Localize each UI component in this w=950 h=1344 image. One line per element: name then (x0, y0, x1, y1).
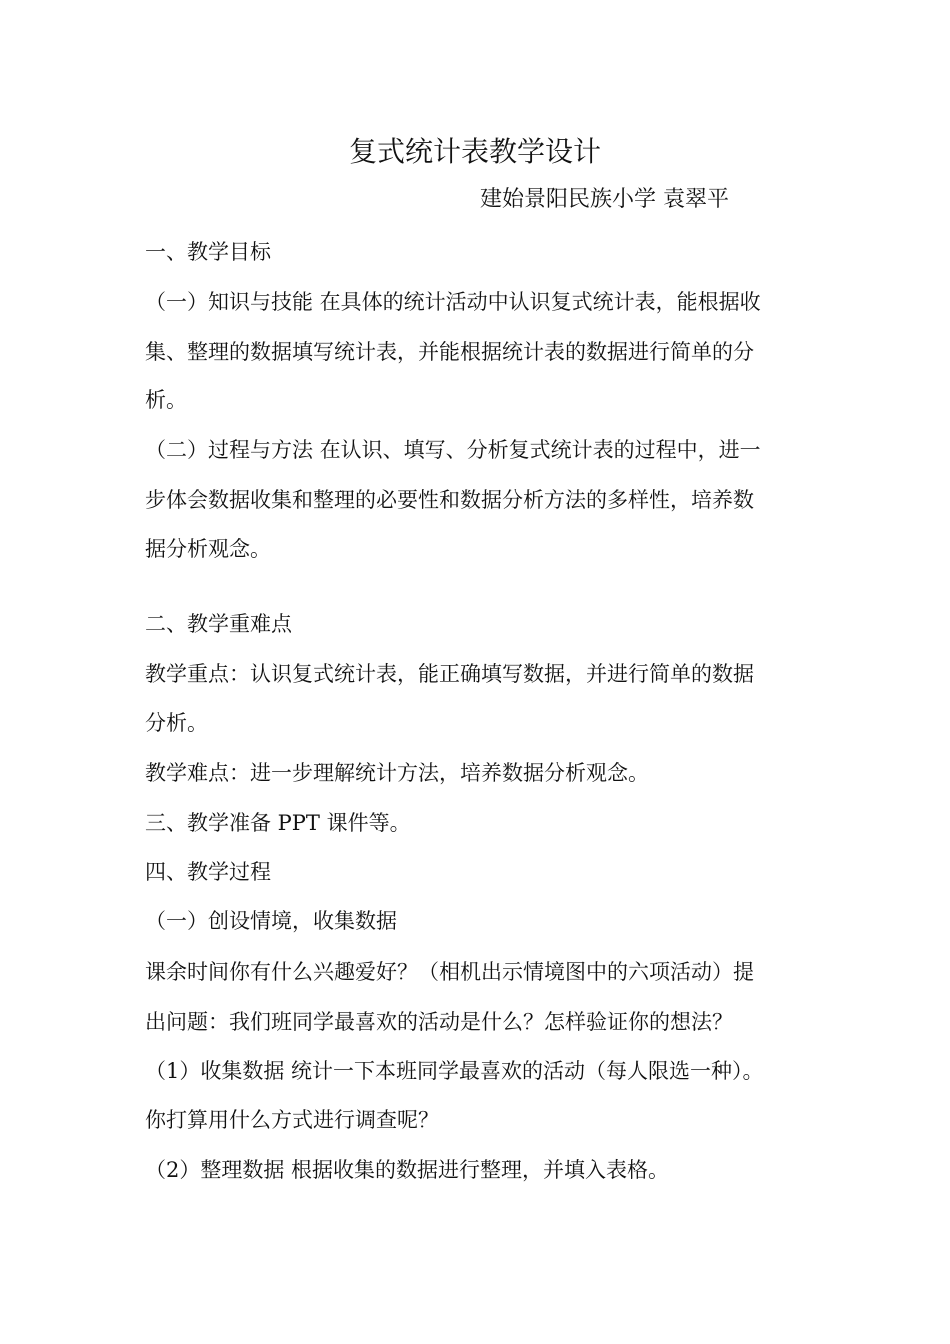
author-line: 建始景阳民族小学 袁翠平 (480, 187, 729, 212)
paragraph-line: 你打算用什么方式进行调查呢？ (145, 1108, 439, 1132)
paragraph-line: 教学难点：进一步理解统计方法，培养数据分析观念。 (145, 761, 649, 785)
section-heading-key-points: 二、教学重难点 (145, 612, 292, 636)
paragraph-line: （一）知识与技能 在具体的统计活动中认识复式统计表，能根据收 (145, 290, 761, 314)
paragraph-line: 教学重点：认识复式统计表，能正确填写数据，并进行简单的数据 (145, 662, 754, 686)
paragraph-line: （2）整理数据 根据收集的数据进行整理，并填入表格。 (145, 1158, 670, 1182)
paragraph-line: 步体会数据收集和整理的必要性和数据分析方法的多样性，培养数 (145, 488, 754, 512)
section-heading-preparation: 三、教学准备 PPT 课件等。 (145, 811, 411, 835)
document-title: 复式统计表教学设计 (348, 135, 601, 168)
paragraph-line: 课余时间你有什么兴趣爱好？（相机出示情境图中的六项活动）提 (145, 960, 754, 984)
paragraph-line: 据分析观念。 (145, 537, 271, 561)
paragraph-line: 分析。 (145, 711, 208, 735)
paragraph-line: 集、整理的数据填写统计表，并能根据统计表的数据进行简单的分 (145, 340, 754, 364)
paragraph-line: （二）过程与方法 在认识、填写、分析复式统计表的过程中，进一 (145, 438, 761, 462)
subsection-heading: （一）创设情境，收集数据 (145, 909, 397, 933)
paragraph-line: 出问题：我们班同学最喜欢的活动是什么？怎样验证你的想法？ (145, 1010, 733, 1034)
paragraph-line: （1）收集数据 统计一下本班同学最喜欢的活动（每人限选一种）。 (145, 1059, 764, 1083)
section-heading-process: 四、教学过程 (145, 860, 271, 884)
section-heading-objectives: 一、教学目标 (145, 240, 271, 264)
paragraph-line: 析。 (145, 388, 187, 412)
